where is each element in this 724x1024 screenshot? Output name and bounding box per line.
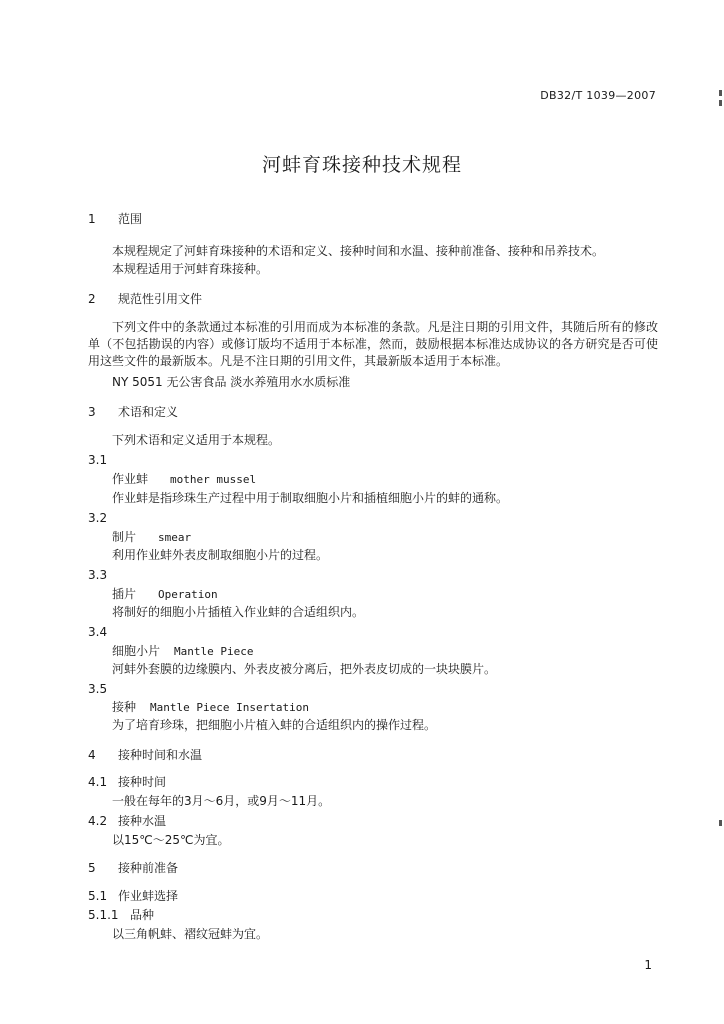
section-number: 2 bbox=[88, 292, 96, 306]
term-name-zh: 插片 bbox=[112, 587, 137, 601]
section-number: 3 bbox=[88, 405, 96, 419]
subsection-heading bbox=[88, 775, 166, 789]
subsection-text: 以15℃～25℃为宜。 bbox=[112, 833, 230, 847]
section-title: 接种前准备 bbox=[118, 861, 179, 875]
term-heading bbox=[112, 587, 218, 602]
section-5-heading bbox=[88, 861, 178, 875]
term-heading bbox=[112, 472, 256, 487]
section-number: 1 bbox=[88, 212, 96, 226]
term-name-en: mother mussel bbox=[170, 473, 257, 486]
scan-edge-mark bbox=[719, 820, 722, 826]
term-definition: 将制好的细胞小片插植入作业蚌的合适组织内。 bbox=[112, 605, 365, 619]
term-name-zh: 接种 bbox=[112, 700, 137, 714]
subsection-number: 4.1 bbox=[88, 775, 108, 789]
term-heading bbox=[112, 530, 191, 545]
subsection-text: 以三角帆蚌、褶纹冠蚌为宜。 bbox=[112, 927, 269, 941]
term-number: 3.3 bbox=[88, 568, 108, 582]
subsection-title: 作业蚌选择 bbox=[118, 889, 179, 903]
subsection-title: 接种时间 bbox=[118, 775, 167, 789]
section-title: 术语和定义 bbox=[118, 405, 179, 419]
section-number: 4 bbox=[88, 748, 96, 762]
page-number: 1 bbox=[644, 958, 652, 972]
term-name-en: Operation bbox=[158, 588, 218, 601]
section-1-paragraph-1: 本规程规定了河蚌育珠接种的术语和定义、接种时间和水温、接种前准备、接种和吊养技术。 bbox=[112, 244, 605, 258]
section-3-intro: 下列术语和定义适用于本规程。 bbox=[112, 433, 281, 447]
term-number: 3.4 bbox=[88, 625, 108, 639]
section-1-paragraph-2: 本规程适用于河蚌育珠接种。 bbox=[112, 262, 269, 276]
section-1-heading bbox=[88, 212, 142, 226]
term-heading bbox=[112, 644, 254, 659]
term-definition: 河蚌外套膜的边缘膜内、外表皮被分离后，把外表皮切成的一块块膜片。 bbox=[112, 662, 497, 676]
term-name-en: Mantle Piece Insertation bbox=[150, 701, 309, 714]
term-name-en: smear bbox=[158, 531, 192, 544]
subsection-number: 4.2 bbox=[88, 814, 108, 828]
section-title: 范围 bbox=[118, 212, 143, 226]
subsection-heading bbox=[88, 908, 154, 922]
term-definition: 作业蚌是指珍珠生产过程中用于制取细胞小片和插植细胞小片的蚌的通称。 bbox=[112, 491, 509, 505]
standard-code: DB32/T 1039—2007 bbox=[540, 89, 656, 102]
section-4-heading bbox=[88, 748, 202, 762]
term-definition: 为了培育珍珠，把细胞小片植入蚌的合适组织内的操作过程。 bbox=[112, 718, 437, 732]
term-number: 3.1 bbox=[88, 453, 108, 467]
section-3-heading bbox=[88, 405, 178, 419]
subsection-title: 品种 bbox=[130, 908, 155, 922]
term-number: 3.2 bbox=[88, 511, 108, 525]
term-name-zh: 细胞小片 bbox=[112, 644, 161, 658]
document-title: 河蚌育珠接种技术规程 bbox=[261, 154, 462, 176]
section-title: 接种时间和水温 bbox=[118, 748, 203, 762]
subsection-heading bbox=[88, 814, 166, 828]
scan-edge-mark bbox=[719, 100, 722, 106]
subsection-text: 一般在每年的3月～6月，或9月～11月。 bbox=[112, 794, 331, 808]
term-heading bbox=[112, 700, 309, 715]
section-title: 规范性引用文件 bbox=[118, 292, 203, 306]
section-number: 5 bbox=[88, 861, 96, 875]
subsection-heading bbox=[88, 889, 178, 903]
term-name-zh: 制片 bbox=[112, 530, 137, 544]
subsection-number: 5.1.1 bbox=[88, 908, 119, 922]
scan-edge-mark bbox=[719, 90, 722, 96]
subsection-title: 接种水温 bbox=[118, 814, 167, 828]
normative-reference: NY 5051 无公害食品 淡水养殖用水水质标准 bbox=[112, 375, 351, 389]
term-number: 3.5 bbox=[88, 682, 108, 696]
subsection-number: 5.1 bbox=[88, 889, 108, 903]
term-name-en: Mantle Piece bbox=[174, 645, 254, 658]
term-definition: 利用作业蚌外表皮制取细胞小片的过程。 bbox=[112, 548, 329, 562]
section-2-paragraph: 下列文件中的条款通过本标准的引用而成为本标准的条款。凡是注日期的引用文件，其随后所有的修改单（不包括勘误的内容）或修订版均不适用于本标准，然而，鼓励根据本标准达成协议的各方研究是否可使用这些文件的最新版本。凡是不注日期的引用文件，其最新版本适用于本标准。 bbox=[88, 320, 658, 368]
section-2-heading bbox=[88, 292, 202, 306]
term-name-zh: 作业蚌 bbox=[112, 472, 149, 486]
